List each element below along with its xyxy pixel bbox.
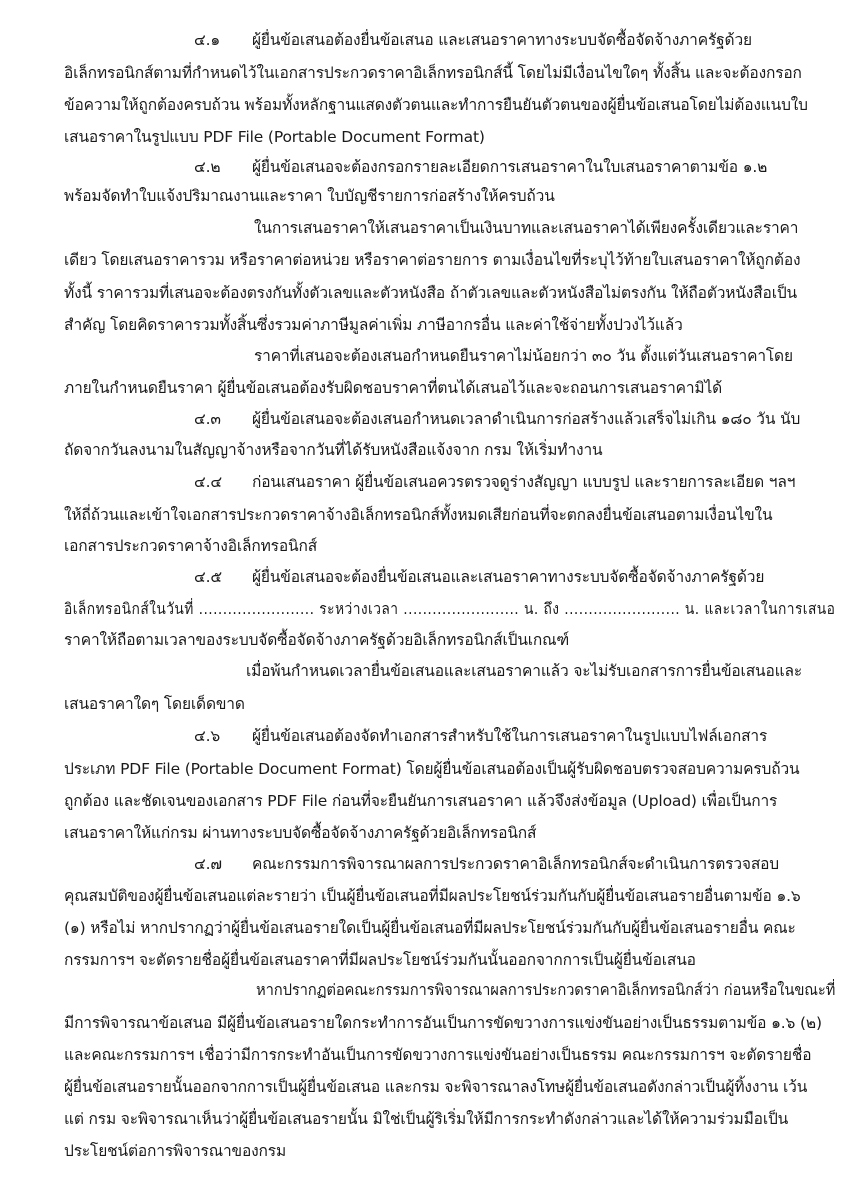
clause-4-1-line-3: ข้อความให้ถูกต้องครบถ้วน พร้อมทั้งหลักฐานแสดงตัวตนและทำการยืนยันตัวตนของผู้ยื่นข้อเสนอโดยไม่ต้องแนบใบ bbox=[64, 96, 808, 114]
validity-paragraph-line-1: ราคาที่เสนอจะต้องเสนอกำหนดยืนราคาไม่น้อยกว่า ๓๐ วัน ตั้งแต่วันเสนอราคาโดย bbox=[254, 347, 793, 365]
clause-text: ผู้ยื่นข้อเสนอจะต้องกรอกรายละเอียดการเสนอราคาในใบเสนอราคาตามข้อ ๑.๒ bbox=[252, 158, 768, 176]
obstruction-paragraph-line-1: หากปรากฏต่อคณะกรรมการพิจารณาผลการประกวดราคาอิเล็กทรอนิกส์ว่า ก่อนหรือในขณะที่ bbox=[256, 981, 836, 999]
clause-text: ผู้ยื่นข้อเสนอจะต้องยื่นข้อเสนอและเสนอราคาทางระบบจัดซื้อจัดจ้างภาครัฐด้วย bbox=[252, 568, 765, 586]
clause-4-7-line-4: กรรมการฯ จะตัดรายชื่อผู้ยื่นข้อเสนอราคาที่มีผลประโยชน์ร่วมกันนั้นออกจากการเป็นผู้ยื่นข้อเสนอ bbox=[64, 951, 696, 969]
deadline-paragraph-line-2: เสนอราคาใดๆ โดยเด็ดขาด bbox=[64, 695, 245, 713]
clause-number: ๔.๔ bbox=[194, 473, 222, 491]
clause-4-7-line-2: คุณสมบัติของผู้ยื่นข้อเสนอแต่ละรายว่า เป็นผู้ยื่นข้อเสนอที่มีผลประโยชน์ร่วมกันกับผู้ยื่นข้อเสนอรายอื่นตามข้อ ๑.๖ bbox=[64, 887, 801, 905]
validity-paragraph-line-2: ภายในกำหนดยืนราคา ผู้ยื่นข้อเสนอต้องรับผิดชอบราคาที่ตนได้เสนอไว้และจะถอนการเสนอราคามิได้ bbox=[64, 379, 723, 397]
clause-4-6-line-3: ถูกต้อง และชัดเจนของเอกสาร PDF File ก่อนที่จะยืนยันการเสนอราคา แล้วจึงส่งข้อมูล (Upload) เพื่อเป็นการ bbox=[64, 792, 778, 810]
clause-4-6-line-4: เสนอราคาให้แก่กรม ผ่านทางระบบจัดซื้อจัดจ้างภาครัฐด้วยอิเล็กทรอนิกส์ bbox=[64, 824, 537, 842]
clause-4-6-line-1 bbox=[194, 726, 767, 746]
clause-text: ผู้ยื่นข้อเสนอจะต้องเสนอกำหนดเวลาดำเนินการก่อสร้างแล้วเสร็จไม่เกิน ๑๘๐ วัน นับ bbox=[252, 410, 801, 428]
clause-number: ๔.๒ bbox=[194, 158, 221, 176]
deadline-paragraph-line-1: เมื่อพ้นกำหนดเวลายื่นข้อเสนอและเสนอราคาแล้ว จะไม่รับเอกสารการยื่นข้อเสนอและ bbox=[246, 662, 802, 680]
clause-text: คณะกรรมการพิจารณาผลการประกวดราคาอิเล็กทรอนิกส์จะดำเนินการตรวจสอบ bbox=[252, 855, 779, 873]
clause-4-4-line-2: ให้ถี่ถ้วนและเข้าใจเอกสารประกวดราคาจ้างอิเล็กทรอนิกส์ทั้งหมดเสียก่อนที่จะตกลงยื่นข้อเสนอตามเงื่อนไขใน bbox=[64, 506, 773, 524]
clause-text: ผู้ยื่นข้อเสนอต้องยื่นข้อเสนอ และเสนอราคาทางระบบจัดซื้อจัดจ้างภาครัฐด้วย bbox=[252, 31, 752, 49]
obstruction-paragraph-line-4: ผู้ยื่นข้อเสนอรายนั้นออกจากการเป็นผู้ยื่นข้อเสนอ และกรม จะพิจารณาลงโทษผู้ยื่นข้อเสนอดังกล่าวเป็นผู้ทิ้งงาน เว้น bbox=[64, 1078, 808, 1096]
clause-4-4-line-3: เอกสารประกวดราคาจ้างอิเล็กทรอนิกส์ bbox=[64, 537, 318, 555]
price-paragraph-line-2: เดียว โดยเสนอราคารวม หรือราคาต่อหน่วย หรือราคาต่อรายการ ตามเงื่อนไขที่ระบุไว้ท้ายใบเสนอราคาให้ถูกต้อง bbox=[64, 251, 801, 269]
clause-4-7-line-3: (๑) หรือไม่ หากปรากฏว่าผู้ยื่นข้อเสนอรายใดเป็นผู้ยื่นข้อเสนอที่มีผลประโยชน์ร่วมกันกับผู้ยื่นข้อเสนอรายอื่น คณะ bbox=[64, 919, 796, 937]
clause-4-3-line-2: ถัดจากวันลงนามในสัญญาจ้างหรือจากวันที่ได้รับหนังสือแจ้งจาก กรม ให้เริ่มทำงาน bbox=[64, 441, 603, 459]
clause-number: ๔.๗ bbox=[194, 855, 222, 873]
clause-4-5-line-3: ราคาให้ถือตามเวลาของระบบจัดซื้อจัดจ้างภาครัฐด้วยอิเล็กทรอนิกส์เป็นเกณฑ์ bbox=[64, 631, 570, 649]
clause-4-7-line-1 bbox=[194, 854, 779, 874]
clause-number: ๔.๖ bbox=[194, 727, 221, 745]
clause-4-3-line-1 bbox=[194, 409, 800, 429]
obstruction-paragraph-line-6: ประโยชน์ต่อการพิจารณาของกรม bbox=[64, 1142, 287, 1160]
clause-4-5-line-2: อิเล็กทรอนิกส์ในวันที่ ........................ ระหว่างเวลา ........................ น. ถึง ........................ น. และเวลาในการเสนอ bbox=[64, 600, 836, 618]
clause-4-1-line-1 bbox=[194, 30, 752, 50]
obstruction-paragraph-line-3: และคณะกรรมการฯ เชื่อว่ามีการกระทำอันเป็นการขัดขวางการแข่งขันอย่างเป็นธรรม คณะกรรมการฯ จะตัดรายชื่อ bbox=[64, 1046, 812, 1064]
clause-text: ก่อนเสนอราคา ผู้ยื่นข้อเสนอควรตรวจดูร่างสัญญา แบบรูป และรายการละเอียด ฯลฯ bbox=[252, 473, 796, 491]
clause-number: ๔.๑ bbox=[194, 31, 221, 49]
price-paragraph-line-4: สำคัญ โดยคิดราคารวมทั้งสิ้นซึ่งรวมค่าภาษีมูลค่าเพิ่ม ภาษีอากรอื่น และค่าใช้จ่ายทั้งปวงไว้แล้ว bbox=[64, 316, 683, 334]
clause-4-2-line-1 bbox=[194, 157, 767, 177]
clause-number: ๔.๕ bbox=[194, 568, 222, 586]
clause-number: ๔.๓ bbox=[194, 410, 221, 428]
clause-4-1-line-2: อิเล็กทรอนิกส์ตามที่กำหนดไว้ในเอกสารประกวดราคาอิเล็กทรอนิกส์นี้ โดยไม่มีเงื่อนไขใดๆ ทั้งสิ้น และจะต้องกรอก bbox=[64, 64, 802, 82]
obstruction-paragraph-line-2: มีการพิจารณาข้อเสนอ มีผู้ยื่นข้อเสนอรายใดกระทำการอันเป็นการขัดขวางการแข่งขันอย่างเป็นธรรมตามข้อ ๑.๖ (๒) bbox=[64, 1014, 822, 1032]
clause-4-2-line-2: พร้อมจัดทำใบแจ้งปริมาณงานและราคา ใบบัญชีรายการก่อสร้างให้ครบถ้วน bbox=[64, 187, 555, 205]
clause-4-1-line-4: เสนอราคาในรูปแบบ PDF File (Portable Document Format) bbox=[64, 128, 485, 146]
clause-text: ผู้ยื่นข้อเสนอต้องจัดทำเอกสารสำหรับใช้ในการเสนอราคาในรูปแบบไฟล์เอกสาร bbox=[252, 727, 768, 745]
clause-4-5-line-1 bbox=[194, 567, 764, 587]
obstruction-paragraph-line-5: แต่ กรม จะพิจารณาเห็นว่าผู้ยื่นข้อเสนอรายนั้น มิใช่เป็นผู้ริเริ่มให้มีการกระทำดังกล่าวและได้ให้ความร่วมมือเป็น bbox=[64, 1110, 789, 1128]
price-paragraph-line-3: ทั้งนี้ ราคารวมที่เสนอจะต้องตรงกันทั้งตัวเลขและตัวหนังสือ ถ้าตัวเลขและตัวหนังสือไม่ตรงกัน ให้ถือตัวหนังสือเป็น bbox=[64, 284, 797, 302]
clause-4-4-line-1 bbox=[194, 472, 795, 492]
price-paragraph-line-1: ในการเสนอราคาให้เสนอราคาเป็นเงินบาทและเสนอราคาได้เพียงครั้งเดียวและราคา bbox=[254, 219, 799, 237]
clause-4-6-line-2: ประเภท PDF File (Portable Document Format) โดยผู้ยื่นข้อเสนอต้องเป็นผู้รับผิดชอบตรวจสอบความครบถ้วน bbox=[64, 760, 800, 778]
